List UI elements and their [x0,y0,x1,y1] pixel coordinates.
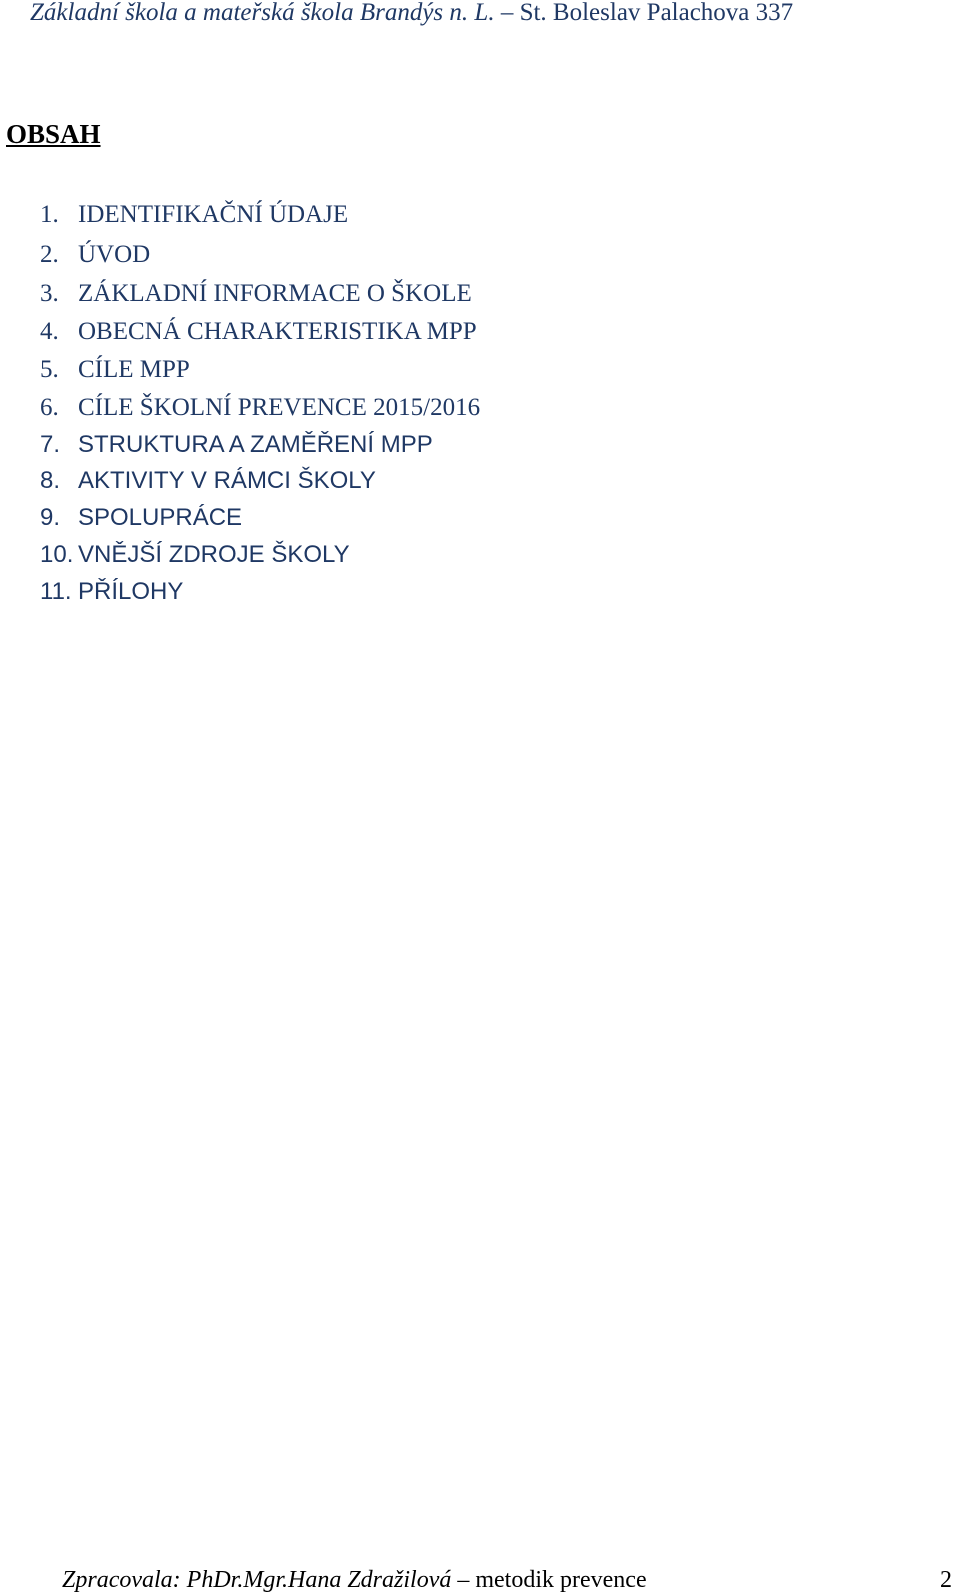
header-dash: – [500,0,514,26]
toc-item-number: 9. [40,504,61,531]
toc-item-number: 4. [40,318,59,345]
toc-item [40,430,433,460]
page-footer [62,1565,952,1595]
toc-item-number: 1. [40,201,59,228]
toc-item-label: ÚVOD [78,241,151,268]
toc-item-number: 5. [40,356,59,383]
toc-item [40,503,242,533]
footer-role: metodik prevence [475,1567,647,1593]
toc-item-number: 6. [40,394,59,421]
page-number: 2 [940,1567,952,1593]
toc-item [40,200,348,230]
page-title: OBSAH [6,119,101,149]
toc-item [40,393,480,423]
toc-item [40,577,183,607]
toc-item-label: CÍLE ŠKOLNÍ PREVENCE 2015/2016 [78,394,481,421]
toc-item-label: AKTIVITY V RÁMCI ŠKOLY [78,467,376,494]
page-header [30,0,950,28]
toc-item [40,279,472,309]
toc-item-number: 2. [40,241,59,268]
toc-item [40,466,376,496]
header-school-name: Základní škola a mateřská škola Brandýs n. L. [30,0,495,26]
toc-item-number: 7. [40,431,61,458]
toc-item [40,317,477,347]
toc-item-number: 11. [40,578,72,605]
toc-item-number: 8. [40,467,61,494]
toc-item-label: SPOLUPRÁCE [78,504,243,531]
footer-dash: – [457,1567,470,1593]
toc-item-label: IDENTIFIKAČNÍ ÚDAJE [78,201,349,228]
header-school-address: St. Boleslav Palachova 337 [519,0,794,26]
toc-item-number: 10. [40,541,74,568]
toc-item-label: VNĚJŠÍ ZDROJE ŠKOLY [78,541,350,568]
toc-item-label: CÍLE MPP [78,356,190,383]
footer-author: Zpracovala: PhDr.Mgr.Hana Zdražilová [62,1567,452,1593]
toc-item-label: ZÁKLADNÍ INFORMACE O ŠKOLE [78,280,472,307]
toc-item [40,240,150,270]
toc-item-label: PŘÍLOHY [78,578,184,605]
toc-item-label: OBECNÁ CHARAKTERISTIKA MPP [78,318,477,345]
toc-item [40,540,350,570]
toc-item-number: 3. [40,280,59,307]
toc-item-label: STRUKTURA A ZAMĚŘENÍ MPP [78,431,433,458]
toc-item [40,355,190,385]
